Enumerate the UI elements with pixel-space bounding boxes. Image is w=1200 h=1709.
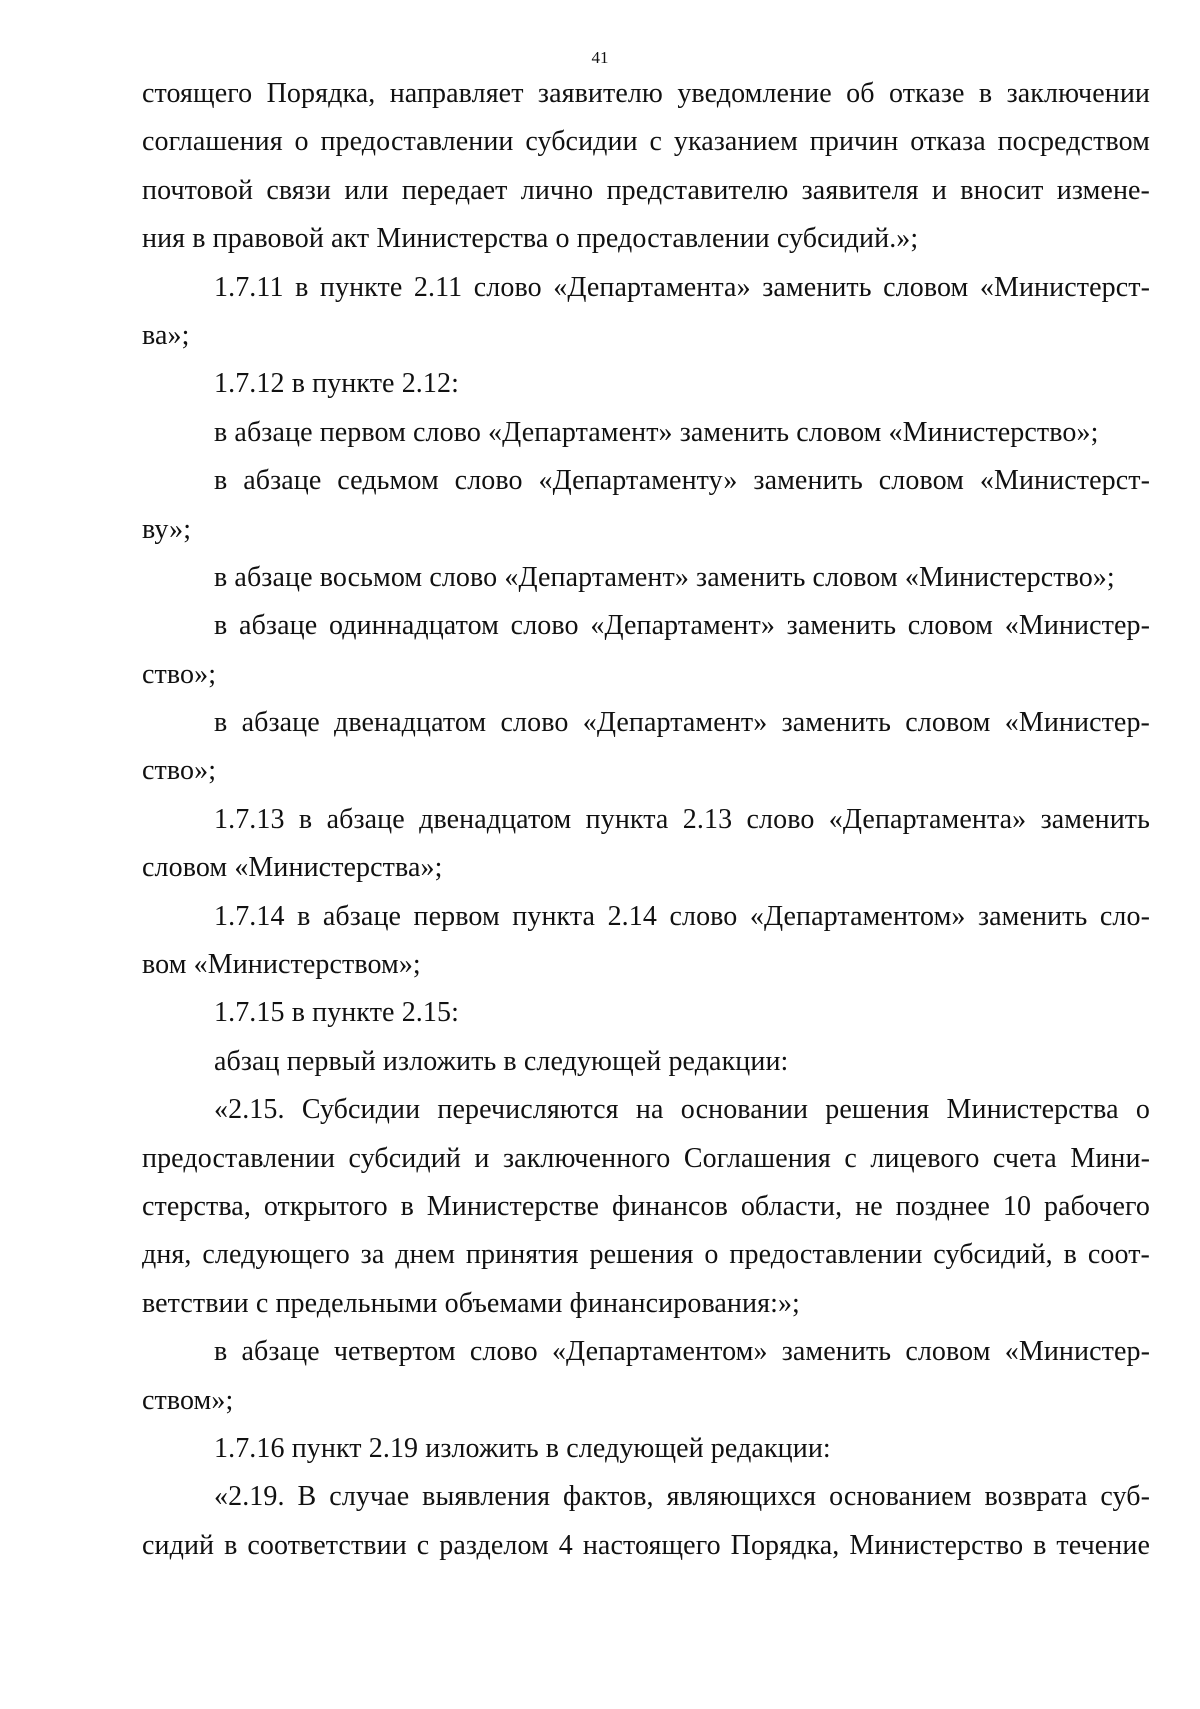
text-line: ва»; (142, 319, 190, 351)
document-body (142, 70, 1150, 1570)
text-line: в абзаце двенадцатом слово «Департамент» заменить словом «Министер- (214, 707, 1150, 739)
text-line: дня, следующего за днем принятия решения о предоставлении субсидий, в соот- (142, 1239, 1150, 1271)
text-line: ство»; (142, 755, 217, 787)
text-line: абзац первый изложить в следующей редакции: (214, 1045, 789, 1077)
text-line: «2.19. В случае выявления фактов, являющихся основанием возврата суб- (214, 1481, 1150, 1513)
text-line: соглашения о предоставлении субсидии с указанием причин отказа посредством (142, 126, 1150, 158)
text-line: стоящего Порядка, направляет заявителю уведомление об отказе в заключении (142, 78, 1150, 109)
text-line: 1.7.12 в пункте 2.12: (214, 368, 459, 400)
text-line: вом «Министерством»; (142, 949, 421, 981)
text-line: ветствии с предельными объемами финансирования:»; (142, 1287, 800, 1319)
text-line: ство»; (142, 658, 217, 690)
text-line: 1.7.11 в пункте 2.11 слово «Департамента» заменить словом «Министерст- (214, 271, 1150, 303)
text-line: 1.7.15 в пункте 2.15: (214, 997, 459, 1029)
text-line: 1.7.16 пункт 2.19 изложить в следующей редакции: (214, 1432, 831, 1464)
text-line: «2.15. Субсидии перечисляются на основании решения Министерства о (214, 1094, 1150, 1126)
text-line: сидий в соответствии с разделом 4 настоящего Порядка, Министерство в течение (142, 1529, 1150, 1561)
text-line: ством»; (142, 1384, 234, 1416)
text-line: в абзаце седьмом слово «Департаменту» заменить словом «Министерст- (214, 465, 1150, 497)
page-number: 41 (591, 48, 609, 67)
text-line: 1.7.13 в абзаце двенадцатом пункта 2.13 слово «Департамента» заменить (214, 803, 1150, 835)
text-line: стерства, открытого в Министерстве финансов области, не позднее 10 рабочего (142, 1190, 1150, 1222)
text-line: в абзаце четвертом слово «Департаментом» заменить словом «Министер- (214, 1336, 1150, 1368)
text-line: ву»; (142, 513, 192, 545)
text-line: 1.7.14 в абзаце первом пункта 2.14 слово «Департаментом» заменить сло- (214, 900, 1150, 932)
text-line: в абзаце первом слово «Департамент» заменить словом «Министерство»; (214, 416, 1099, 448)
text-line: в абзаце восьмом слово «Департамент» заменить словом «Министерство»; (214, 561, 1115, 593)
text-line: в абзаце одиннадцатом слово «Департамент» заменить словом «Министер- (214, 610, 1150, 642)
text-line: ния в правовой акт Министерства о предоставлении субсидий.»; (142, 223, 919, 255)
text-line: почтовой связи или передает лично представителю заявителя и вносит измене- (142, 174, 1150, 206)
text-line: предоставлении субсидий и заключенного Соглашения с лицевого счета Мини- (142, 1142, 1150, 1174)
text-line: словом «Министерства»; (142, 852, 443, 884)
